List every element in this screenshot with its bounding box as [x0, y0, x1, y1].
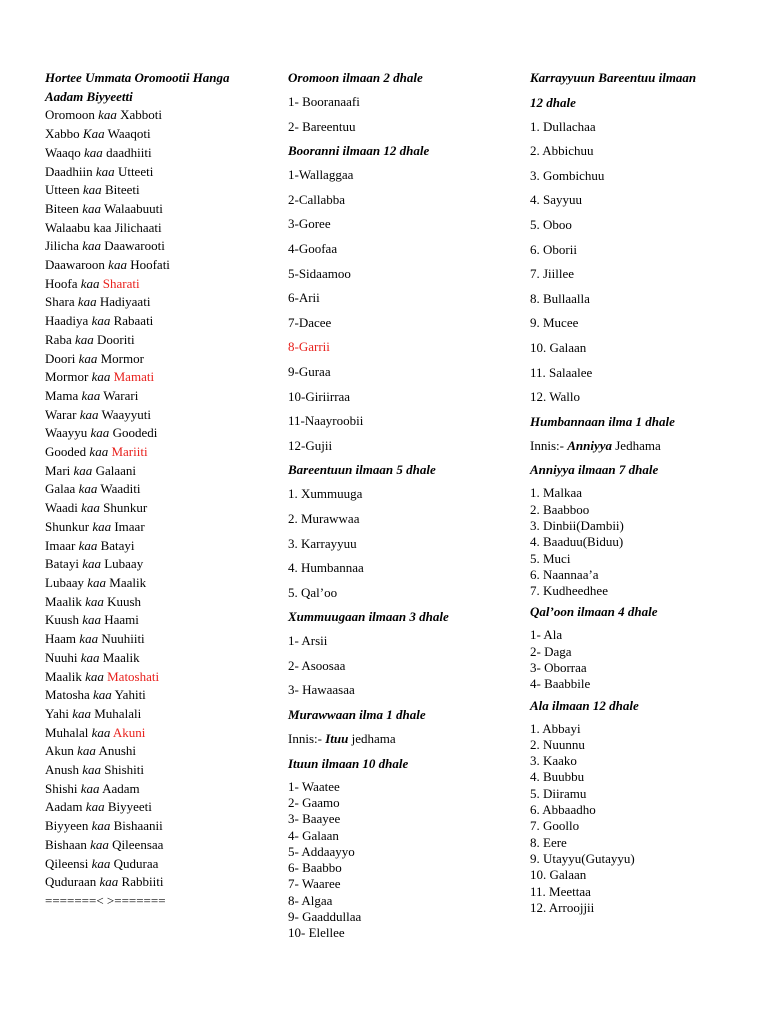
- lineage-connector: kaa: [95, 163, 115, 179]
- genealogy-title: Hortee Ummata Oromootii Hanga: [45, 70, 230, 85]
- lineage-connector: kaa: [82, 612, 101, 628]
- list-item: 8- Algaa: [288, 892, 333, 908]
- lineage-ancestor: Dooriti: [97, 331, 135, 347]
- lineage-person: Maalik: [45, 593, 82, 609]
- lineage-person: Gooded: [45, 444, 87, 460]
- lineage-line: [45, 368, 270, 387]
- lineage-connector: kaa: [82, 762, 101, 778]
- list-item: 3- Baayee: [288, 811, 341, 827]
- lineage-connector: kaa: [91, 369, 111, 385]
- lineage-ancestor: Daawarooti: [104, 238, 165, 254]
- lineage-connector: kaa: [92, 518, 112, 534]
- lineage-person: Warar: [45, 406, 77, 422]
- lineage-line: [45, 275, 270, 294]
- list-item: 1- Booranaafi: [288, 94, 360, 109]
- list-item: 2- Daga: [530, 643, 572, 659]
- section-heading: Oromoon ilmaan 2 dhale: [288, 70, 423, 85]
- lineage-ancestor: Matoshati: [107, 668, 160, 684]
- list-item: 7- Waaree: [288, 876, 341, 892]
- lineage-connector: kaa: [77, 294, 97, 310]
- lineage-ancestor: Jilichaati: [114, 219, 162, 235]
- lineage-ancestor: Qileensaa: [112, 836, 164, 852]
- list-item: 5. Oboo: [530, 216, 572, 232]
- lineage-ancestor: daadhiiti: [106, 144, 152, 160]
- lineage-person: Waayyu: [45, 425, 88, 441]
- lineage-line: [45, 312, 270, 331]
- lineage-person: Doori: [45, 350, 76, 366]
- list-item: 5. Qal’oo: [288, 584, 338, 600]
- list-item: 1. Dullachaa: [530, 118, 596, 134]
- list-item: 1. Xummuuga: [288, 486, 363, 502]
- list-item: 6-Arii: [288, 290, 320, 306]
- lineage-ancestor: Batayi: [100, 537, 135, 553]
- lineage-connector: kaa: [72, 705, 91, 721]
- lineage-ancestor: Hadiyaati: [99, 294, 151, 310]
- list-item: 8-Garrii: [288, 339, 330, 355]
- lineage-ancestor: Rabaati: [113, 313, 154, 329]
- lineage-person: Muhalal: [45, 724, 89, 740]
- list-item: 2. Baabboo: [530, 501, 590, 517]
- lineage-person: Mormor: [45, 369, 89, 385]
- lineage-line: [45, 499, 270, 518]
- list-item: 3. Dinbii(Dambii): [530, 517, 624, 533]
- lineage-line: [45, 200, 270, 219]
- list-item: 2- Bareentuu: [288, 118, 356, 134]
- lineage-person: Shunkur: [45, 518, 90, 534]
- list-item: 6. Oborii: [530, 241, 577, 257]
- section-heading: 12 dhale: [530, 94, 576, 110]
- section-heading: Humbannaan ilma 1 dhale: [530, 413, 675, 429]
- lineage-connector: kaa: [81, 500, 100, 516]
- lineage-ancestor: Sharati: [102, 275, 140, 291]
- list-item: 11-Naayroobii: [288, 413, 364, 429]
- lineage-line: [45, 817, 270, 836]
- lineage-ancestor: Hoofati: [130, 257, 170, 273]
- lineage-person: Shishi: [45, 780, 78, 796]
- list-item: 10-Giriirraa: [288, 388, 351, 404]
- lineage-person: Akun: [45, 743, 74, 759]
- list-item: 1- Waatee: [288, 778, 340, 794]
- list-item: 3. Kaako: [530, 753, 577, 769]
- lineage-line: [45, 780, 270, 799]
- lineage-connector: kaa: [82, 556, 101, 572]
- lineage-line: [45, 705, 270, 724]
- list-item: 4. Buubbu: [530, 769, 585, 785]
- list-item: 6. Abbaadho: [530, 802, 596, 818]
- lineage-person: Aadam: [45, 799, 83, 815]
- lineage-person: Imaar: [45, 537, 76, 553]
- lineage-line: [45, 555, 270, 574]
- lineage-ancestor: Waaqoti: [107, 126, 151, 142]
- lineage-ancestor: Waaditi: [100, 481, 141, 497]
- lineage-person: Oromoon: [45, 107, 95, 123]
- lineage-connector: kaa: [91, 313, 111, 329]
- lineage-person: Yahi: [45, 705, 69, 721]
- lineage-ancestor: Mamati: [113, 369, 155, 385]
- lineage-person: Mama: [45, 387, 79, 403]
- list-item: 3- Oborraa: [530, 659, 587, 675]
- lineage-person: Waaqo: [45, 144, 81, 160]
- list-item: 9. Utayyu(Gutayyu): [530, 850, 635, 866]
- list-item: 4. Humbannaa: [288, 560, 364, 576]
- lineage-connector: kaa: [79, 406, 99, 422]
- lineage-line: [45, 256, 270, 275]
- lineage-line: [45, 855, 270, 874]
- list-item: 8. Eere: [530, 834, 567, 850]
- lineage-line: [45, 593, 270, 612]
- lineage-ancestor: Warari: [103, 387, 139, 403]
- innis-line: [530, 437, 760, 455]
- list-item: 4-Goofaa: [288, 240, 338, 256]
- list-item: 9. Mucee: [530, 315, 579, 331]
- lineage-ancestor: Mariiti: [111, 444, 148, 460]
- lineage-connector: kaa: [85, 799, 105, 815]
- list-item: 12. Wallo: [530, 389, 580, 405]
- lineage-connector: kaa: [85, 593, 104, 609]
- list-item: 12. Arroojjii: [530, 899, 595, 915]
- lineage-connector: kaa: [82, 238, 101, 254]
- lineage-connector: kaa: [80, 780, 100, 796]
- list-item: 5-Sidaamoo: [288, 265, 351, 281]
- section-heading: Karrayyuun Bareentuu ilmaan: [530, 70, 697, 85]
- lineage-connector: kaa: [91, 855, 111, 871]
- lineage-connector: kaa: [85, 668, 104, 684]
- lineage-line: [45, 574, 270, 593]
- list-item: 5- Addaayyo: [288, 843, 355, 859]
- lineage-person: Biyyeen: [45, 818, 89, 834]
- lineage-connector: kaa: [78, 350, 98, 366]
- innis-name: Ituu: [325, 731, 349, 747]
- lineage-person: Quduraan: [45, 874, 97, 890]
- lineage-line: [45, 181, 270, 200]
- lineage-ancestor: Anushi: [98, 743, 137, 759]
- list-item: 2- Asoosaa: [288, 657, 346, 673]
- lineage-connector: kaa: [81, 387, 101, 403]
- lineage-ancestor: Imaar: [114, 518, 145, 534]
- lineage-ancestor: Lubaay: [104, 556, 144, 572]
- lineage-ancestor: Waayyuti: [101, 406, 151, 422]
- list-item: 9-Guraa: [288, 363, 331, 379]
- list-item: 8. Bullaalla: [530, 290, 590, 306]
- lineage-person: Galaa: [45, 481, 76, 497]
- lineage-person: Hoofa: [45, 275, 78, 291]
- lineage-person: Daadhiin: [45, 163, 93, 179]
- lineage-connector: kaa: [77, 743, 96, 759]
- lineage-line: [45, 480, 270, 499]
- list-item: 7. Goollo: [530, 818, 580, 834]
- lineage-person: Matosha: [45, 687, 90, 703]
- innis-suffix: Jedhama: [615, 437, 661, 453]
- list-item: 2. Abbichuu: [530, 143, 594, 159]
- list-item: 3-Goree: [288, 216, 331, 232]
- lineage-person: Utteen: [45, 182, 80, 198]
- list-item: 7-Dacee: [288, 314, 332, 330]
- list-item: 4- Galaan: [288, 827, 339, 843]
- lineage-line: [45, 350, 270, 369]
- lineage-connector: kaa: [87, 574, 107, 590]
- lineage-person: Qileensi: [45, 855, 89, 871]
- list-item: 4. Sayyuu: [530, 192, 582, 208]
- list-item: 9- Gaaddullaa: [288, 909, 362, 925]
- lineage-connector: kaa: [99, 874, 119, 890]
- lineage-person: Daawaroon: [45, 257, 105, 273]
- lineage-person: Bishaan: [45, 836, 87, 852]
- lineage-ancestor: Yahiti: [114, 687, 146, 703]
- list-item: 5. Muci: [530, 550, 571, 566]
- section-heading: Qal’oon ilmaan 4 dhale: [530, 604, 658, 620]
- lineage-line: [45, 462, 270, 481]
- lineage-line: [45, 836, 270, 855]
- lineage-ancestor: Mormor: [100, 350, 144, 366]
- innis-line: [288, 730, 513, 748]
- lineage-person: Walaabu: [45, 219, 91, 235]
- lineage-connector: kaa: [78, 481, 98, 497]
- oromo-branches-column: [288, 69, 513, 946]
- section-heading: Bareentuun ilmaan 5 dhale: [288, 462, 436, 478]
- lineage-person: Waadi: [45, 500, 78, 516]
- lineage-person: Jilicha: [45, 238, 79, 254]
- lineage-person: Biteen: [45, 200, 79, 216]
- list-item: 1- Ala: [530, 627, 563, 643]
- lineage-line: [45, 331, 270, 350]
- innis-name: Anniyya: [567, 437, 612, 453]
- lineage-line: [45, 125, 270, 144]
- end-mark: =======< >=======: [45, 892, 166, 908]
- bareentuu-branches-column: [530, 69, 760, 920]
- lineage-person: Nuuhi: [45, 649, 78, 665]
- lineage-ancestor: Bishaanii: [113, 818, 163, 834]
- lineage-ancestor: Shunkur: [103, 500, 148, 516]
- lineage-line: [45, 798, 270, 817]
- lineage-line: [45, 293, 270, 312]
- list-item: 1-Wallaggaa: [288, 167, 354, 183]
- lineage-line: [45, 443, 270, 462]
- lineage-line: [45, 219, 270, 238]
- lineage-ancestor: Walaabuuti: [103, 200, 163, 216]
- innis-prefix: Innis:-: [530, 437, 564, 453]
- lineage-ancestor: Quduraa: [113, 855, 159, 871]
- list-item: 1. Abbayi: [530, 720, 581, 736]
- lineage-connector: Kaa: [82, 126, 105, 142]
- lineage-line: [45, 106, 270, 125]
- lineage-person: Batayi: [45, 556, 79, 572]
- list-item: 10. Galaan: [530, 867, 587, 883]
- lineage-connector: kaa: [74, 331, 94, 347]
- lineage-connector: kaa: [78, 537, 98, 553]
- lineage-connector: kaa: [80, 275, 100, 291]
- lineage-ancestor: Utteeti: [117, 163, 154, 179]
- list-item: 2. Murawwaa: [288, 510, 360, 526]
- list-item: 2. Nuunnu: [530, 736, 585, 752]
- lineage-connector: kaa: [84, 144, 103, 160]
- innis-suffix: jedhama: [351, 731, 396, 747]
- lineage-person: Haadiya: [45, 313, 89, 329]
- list-item: 10- Elellee: [288, 925, 345, 941]
- list-item: 3. Karrayyuu: [288, 535, 357, 551]
- lineage-line: [45, 611, 270, 630]
- list-item: 1- Arsii: [288, 633, 328, 649]
- list-item: 6. Naannaa’a: [530, 566, 599, 582]
- lineage-connector: kaa: [93, 219, 112, 235]
- lineage-connector: kaa: [79, 631, 99, 647]
- lineage-ancestor: Biteeti: [104, 182, 140, 198]
- lineage-line: [45, 518, 270, 537]
- genealogy-title: Aadam Biyyeetti: [45, 88, 133, 104]
- lineage-ancestor: Galaani: [95, 462, 136, 478]
- lineage-line: [45, 537, 270, 556]
- lineage-connector: kaa: [82, 182, 102, 198]
- section-heading: Ala ilmaan 12 dhale: [530, 697, 639, 713]
- lineage-line: [45, 237, 270, 256]
- lineage-line: [45, 873, 270, 892]
- lineage-connector: kaa: [82, 200, 101, 216]
- section-heading: Xummuugaan ilmaan 3 dhale: [288, 609, 449, 625]
- list-item: 5. Diiramu: [530, 785, 587, 801]
- innis-prefix: Innis:-: [288, 731, 322, 747]
- list-item: 12-Gujii: [288, 437, 333, 453]
- lineage-line: [45, 742, 270, 761]
- lineage-ancestor: Aadam: [102, 780, 140, 796]
- lineage-ancestor: Haami: [104, 612, 139, 628]
- lineage-ancestor: Goodedi: [112, 425, 158, 441]
- lineage-connector: kaa: [108, 257, 127, 273]
- lineage-person: Kuush: [45, 612, 79, 628]
- lineage-ancestor: Rabbiiti: [121, 874, 164, 890]
- lineage-ancestor: Maalik: [109, 574, 147, 590]
- lineage-ancestor: Biyyeeti: [107, 799, 152, 815]
- lineage-line: [45, 144, 270, 163]
- list-item: 3. Gombichuu: [530, 167, 605, 183]
- lineage-line: [45, 724, 270, 743]
- lineage-connector: kaa: [93, 687, 112, 703]
- lineage-person: Shara: [45, 294, 75, 310]
- lineage-person: Maalik: [45, 668, 82, 684]
- lineage-connector: kaa: [73, 462, 93, 478]
- list-item: 11. Salaalee: [530, 364, 593, 380]
- list-item: 10. Galaan: [530, 339, 587, 355]
- lineage-ancestor: Nuuhiiti: [101, 631, 145, 647]
- lineage-connector: kaa: [90, 425, 110, 441]
- lineage-connector: kaa: [98, 107, 117, 123]
- lineage-person: Anush: [45, 762, 79, 778]
- lineage-person: Mari: [45, 462, 71, 478]
- lineage-person: Xabbo: [45, 126, 80, 142]
- lineage-ancestor: Akuni: [112, 724, 146, 740]
- list-item: 4- Baabbile: [530, 676, 591, 692]
- lineage-ancestor: Xabboti: [120, 107, 163, 123]
- section-heading: Anniyya ilmaan 7 dhale: [530, 462, 659, 478]
- lineage-person: Haam: [45, 631, 77, 647]
- list-item: 1. Malkaa: [530, 485, 582, 501]
- list-item: 4. Baaduu(Biduu): [530, 534, 624, 550]
- lineage-line: [45, 424, 270, 443]
- list-item: 2- Gaamo: [288, 794, 340, 810]
- list-item: 6- Baabbo: [288, 860, 342, 876]
- lineage-line: [45, 630, 270, 649]
- lineage-line: [45, 668, 270, 687]
- lineage-line: [45, 387, 270, 406]
- list-item: 7. Jiillee: [530, 266, 575, 282]
- list-item: 2-Callabba: [288, 191, 346, 207]
- lineage-connector: kaa: [91, 724, 111, 740]
- lineage-line: [45, 649, 270, 668]
- genealogy-column: [45, 69, 270, 911]
- list-item: 11. Meettaa: [530, 883, 591, 899]
- lineage-person: Lubaay: [45, 574, 84, 590]
- lineage-ancestor: Muhalali: [94, 705, 142, 721]
- list-item: 7. Kudheedhee: [530, 583, 608, 599]
- lineage-person: Raba: [45, 331, 72, 347]
- list-item: 3- Hawaasaa: [288, 682, 355, 698]
- lineage-ancestor: Kuush: [107, 593, 142, 609]
- section-heading: Booranni ilmaan 12 dhale: [288, 143, 430, 159]
- section-heading: Ituun ilmaan 10 dhale: [288, 755, 409, 771]
- lineage-line: [45, 406, 270, 425]
- lineage-line: [45, 686, 270, 705]
- lineage-ancestor: Shishiti: [104, 762, 144, 778]
- lineage-line: [45, 163, 270, 182]
- lineage-connector: kaa: [91, 818, 111, 834]
- lineage-connector: kaa: [90, 836, 109, 852]
- lineage-line: [45, 761, 270, 780]
- lineage-connector: kaa: [80, 649, 100, 665]
- section-heading: Murawwaan ilma 1 dhale: [288, 707, 426, 723]
- lineage-connector: kaa: [89, 444, 109, 460]
- lineage-ancestor: Maalik: [102, 649, 140, 665]
